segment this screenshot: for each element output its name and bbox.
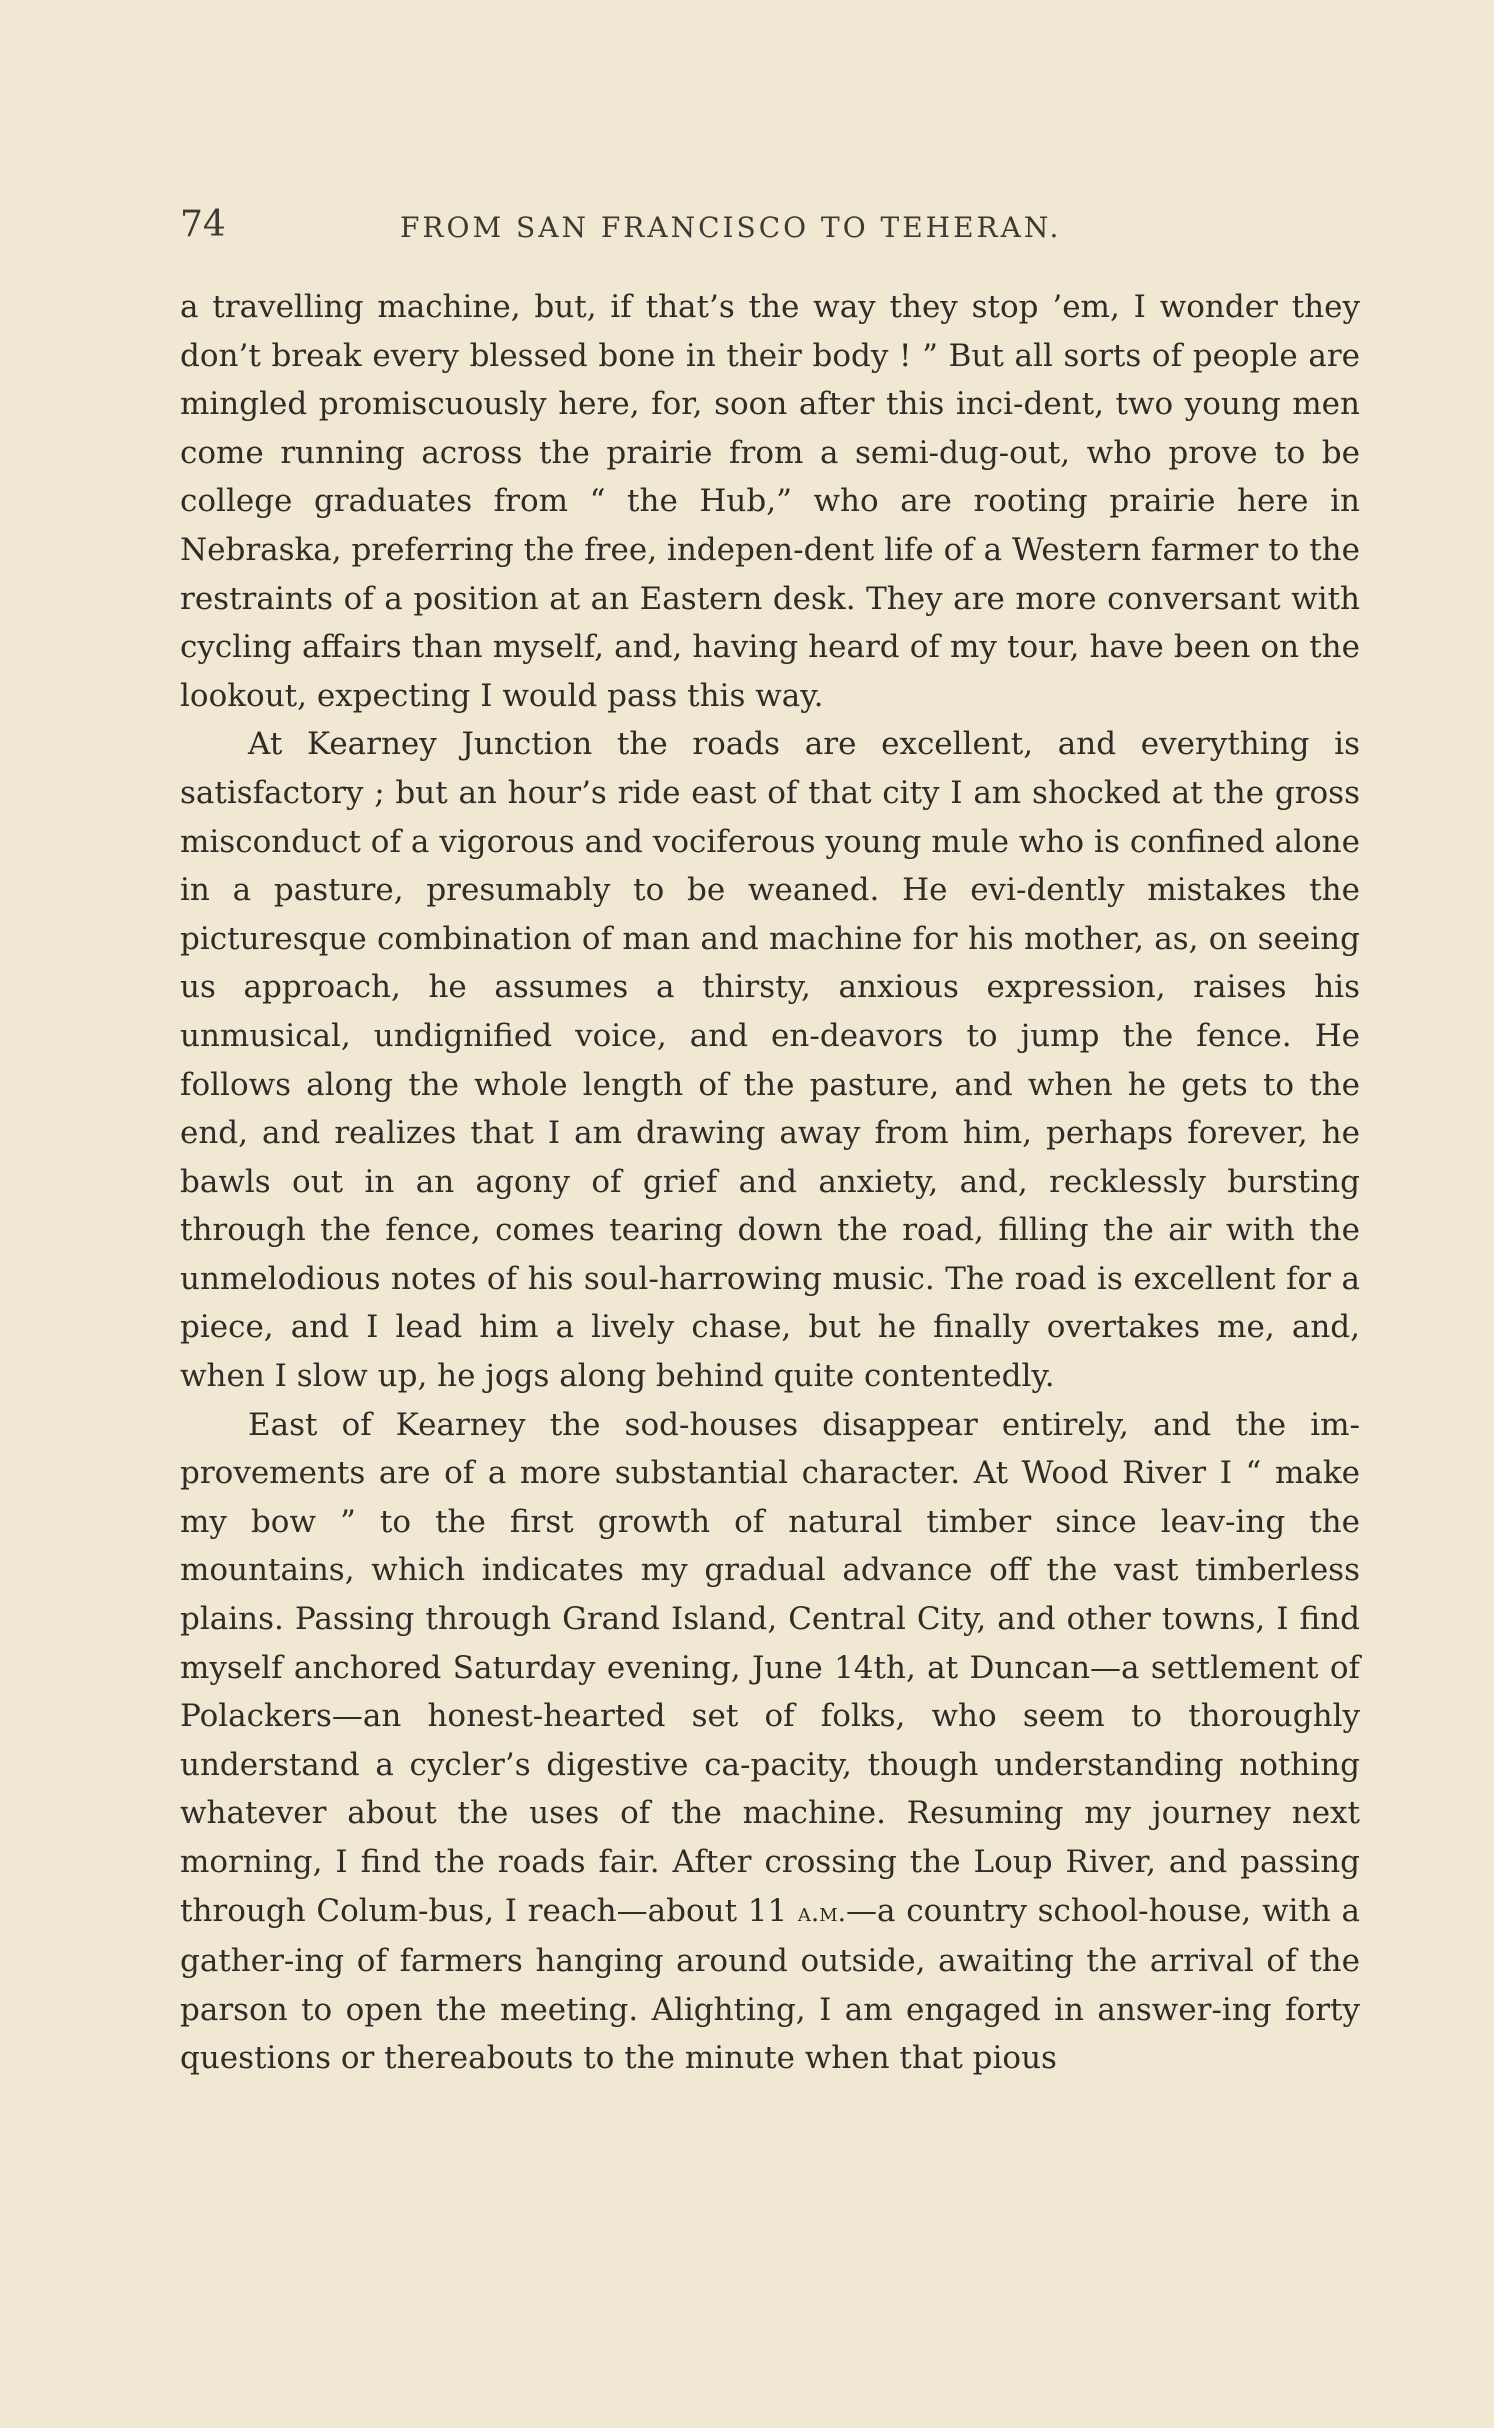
paragraph-3 [180, 1401, 1360, 2083]
page-number: 74 [180, 204, 226, 245]
running-title: FROM SAN FRANCISCO TO TEHERAN. [400, 211, 1062, 244]
paragraph-3-part-2: —a country school-house, with a gather-ing of farmers hanging around outside, awaiting the arrival of the parson to open the meeting. Alighting, I am engaged in answer-ing forty questions or thereabouts to the minute when that pious [180, 1892, 1360, 2077]
body-text [180, 283, 1360, 2083]
paragraph-2: At Kearney Junction the roads are excellent, and everything is satisfactory ; but an hour’s ride east of that city I am shocked at the gross misconduct of a vigorous and vociferous young mule who is confined alone in a pasture, presumably to be weaned. He evi-dently mistakes the picturesque combination of man and machine for his mother, as, on seeing us approach, he assumes a thirsty, anxious expression, raises his unmusical, undignified voice, and en-deavors to jump the fence. He follows along the whole length of the pasture, and when he gets to the end, and realizes that I am drawing away from him, perhaps forever, he bawls out in an agony of grief and anxiety, and, recklessly bursting through the fence, comes tearing down the road, filling the air with the unmelodious notes of his soul-harrowing music. The road is excellent for a piece, and I lead him a lively chase, but he finally overtakes me, and, when I slow up, he jogs along behind quite contentedly. [180, 726, 1360, 1395]
page-header [180, 200, 1360, 260]
paragraph-3-part-1: East of Kearney the sod-houses disappear entirely, and the im-provements are of a more substantial character. At Wood River I “ make my bow ” to the first growth of natural timber since leav-ing the mountains, which indicates my gradual advance off the vast timberless plains. Passing through Grand Island, Central City, and other towns, I find myself anchored Saturday evening, June 14th, at Duncan—a settlement of Polackers—an honest-hearted set of folks, who seem to thoroughly understand a cycler’s digestive ca-pacity, though understanding nothing whatever about the uses of the machine. Resuming my journey next morning, I find the roads fair. After crossing the Loup River, and passing through Colum-bus, I reach—about 11 [180, 1406, 1360, 1929]
time-abbreviation: a.m. [797, 1897, 847, 1928]
paragraph-1: a travelling machine, but, if that’s the way they stop ’em, I wonder they don’t break every blessed bone in their body ! ” But all sorts of people are mingled promiscuously here, for, soon after this inci-dent, two young men come running across the prairie from a semi-dug-out, who prove to be college graduates from “ the Hub,” who are rooting prairie here in Nebraska, preferring the free, indepen-dent life of a Western farmer to the restraints of a position at an Eastern desk. They are more conversant with cycling affairs than myself, and, having heard of my tour, have been on the lookout, expecting I would pass this way. [180, 289, 1360, 714]
